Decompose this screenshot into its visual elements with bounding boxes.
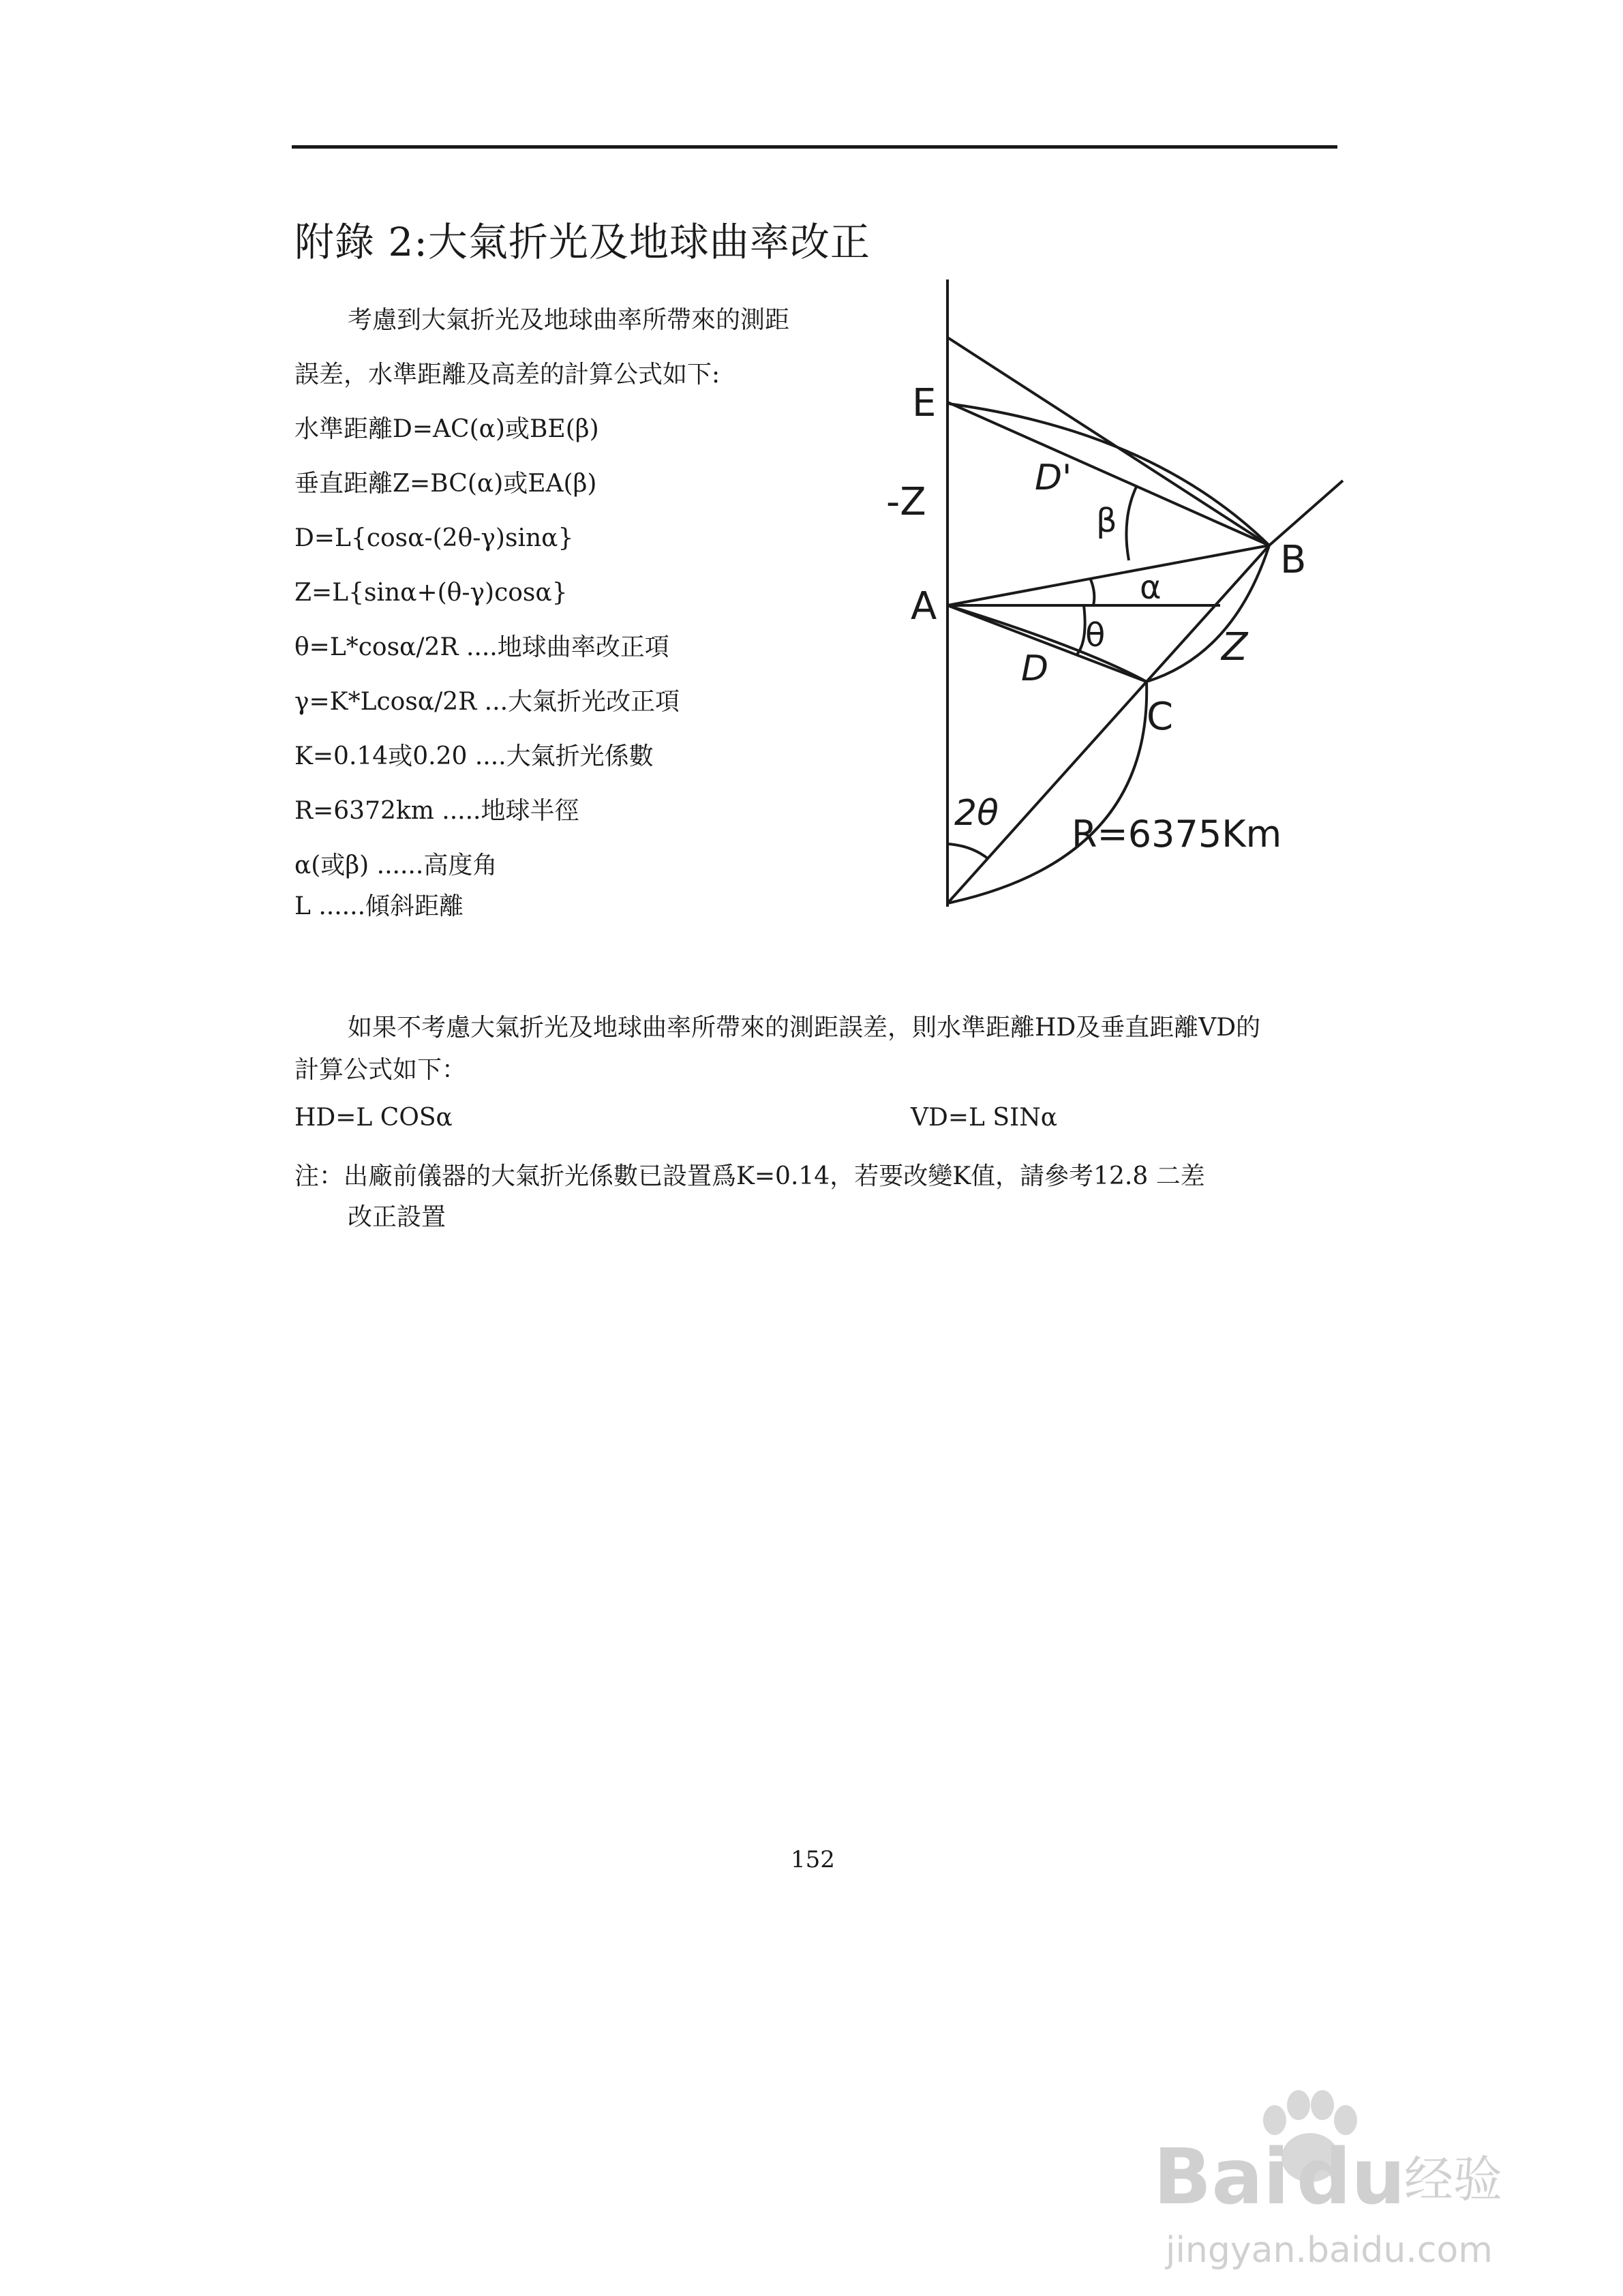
label-beta: β	[1096, 502, 1117, 540]
intro-line-1: 考慮到大氣折光及地球曲率所帶來的測距	[348, 306, 790, 334]
two-theta-angle-arc	[947, 844, 988, 859]
formula-r: R=6372km .....地球半徑	[294, 797, 579, 825]
formula-l: L ......傾斜距離	[294, 892, 464, 920]
watermark-url: jingyan.baidu.com	[1166, 2230, 1493, 2270]
label-e: E	[912, 381, 937, 425]
vd-formula: VD=L SINα	[911, 1104, 1058, 1132]
label-c: C	[1147, 695, 1174, 739]
formula-alpha: α(或β) ......高度角	[294, 851, 498, 879]
formula-d: D=L{cosα-(2θ-γ)sinα}	[294, 524, 574, 552]
page-number: 152	[791, 1846, 835, 1873]
note-line-1: 注：出廠前儀器的大氣折光係數已設置爲K=0.14，若要改變K值，請參考12.8 二差	[294, 1162, 1205, 1190]
formula-gamma: γ=K*Lcosα/2R ...大氣折光改正項	[294, 688, 680, 716]
label-z: Z	[1222, 625, 1248, 669]
label-a: A	[911, 584, 937, 629]
page-title: 附錄 2:大氣折光及地球曲率改正	[294, 219, 870, 265]
label-d-prime: D'	[1035, 457, 1072, 498]
header-rule	[292, 145, 1337, 149]
formula-theta: θ=L*cosα/2R ....地球曲率改正項	[294, 633, 669, 661]
label-b: B	[1280, 538, 1307, 582]
baidu-watermark	[1145, 2045, 1527, 2270]
theta-angle-arc	[1077, 605, 1085, 654]
hd-formula: HD=L COSα	[294, 1104, 453, 1132]
watermark-du: du	[1296, 2133, 1406, 2222]
paragraph-line-1: 如果不考慮大氣折光及地球曲率所帶來的測距誤差，則水準距離HD及垂直距離VD的	[348, 1014, 1261, 1042]
label-alpha: α	[1140, 569, 1162, 607]
note-line-2: 改正設置	[348, 1203, 446, 1231]
formula-horizontal-distance: 水準距離D=AC(α)或BE(β)	[294, 415, 599, 443]
alpha-angle-arc	[1091, 579, 1094, 605]
label-two-theta: 2θ	[954, 793, 999, 834]
formula-vertical-distance: 垂直距離Z=BC(α)或EA(β)	[294, 470, 597, 498]
line-b-outward	[1269, 481, 1343, 545]
label-radius: R=6375Km	[1072, 813, 1282, 856]
label-d: D	[1021, 648, 1049, 689]
beta-angle-arc	[1126, 485, 1137, 560]
paragraph-line-2: 計算公式如下：	[294, 1056, 467, 1084]
label-theta: θ	[1085, 616, 1106, 654]
intro-line-2: 誤差，水準距離及高差的計算公式如下:	[294, 361, 721, 389]
watermark-bai: Bai	[1153, 2133, 1290, 2222]
watermark-jingyan: 经验	[1404, 2151, 1503, 2208]
formula-k: K=0.14或0.20 ....大氣折光係數	[294, 742, 654, 770]
line-a-b	[947, 545, 1269, 605]
geometry-diagram	[879, 273, 1370, 927]
label-neg-z: -Z	[886, 480, 926, 524]
formula-z: Z=L{sinα+(θ-γ)cosα}	[294, 579, 568, 607]
